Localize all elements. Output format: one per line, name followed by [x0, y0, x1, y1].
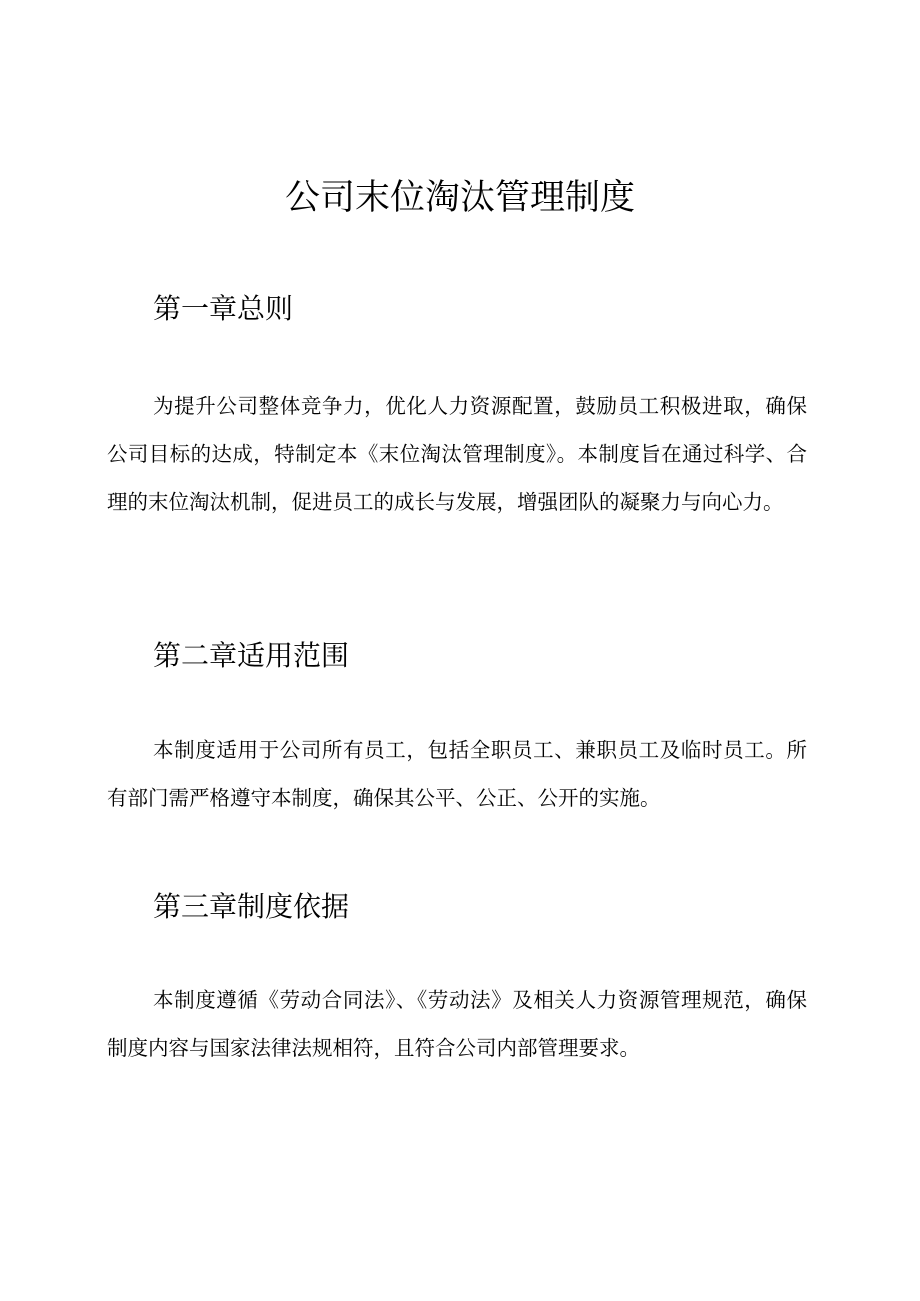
chapter-3-body: 本制度遵循《劳动合同法》、《劳动法》及相关人力资源管理规范，确保制度内容与国家法律法规相符，且符合公司内部管理要求。 [107, 988, 807, 1060]
chapter-1-heading: 第一章总则 [153, 292, 294, 325]
chapter-3-heading: 第三章制度依据 [153, 890, 350, 923]
document-title: 公司末位淘汰管理制度 [284, 178, 635, 218]
chapter-2-heading: 第二章适用范围 [153, 639, 350, 672]
chapter-1-body: 为提升公司整体竞争力，优化人力资源配置，鼓励员工积极进取，确保公司目标的达成，特制定本《末位淘汰管理制度》。本制度旨在通过科学、合理的末位淘汰机制，促进员工的成长与发展，增强团队的凝聚力与向心力。 [107, 394, 807, 514]
chapter-2-body: 本制度适用于公司所有员工，包括全职员工、兼职员工及临时员工。所有部门需严格遵守本制度，确保其公平、公正、公开的实施。 [107, 738, 807, 810]
